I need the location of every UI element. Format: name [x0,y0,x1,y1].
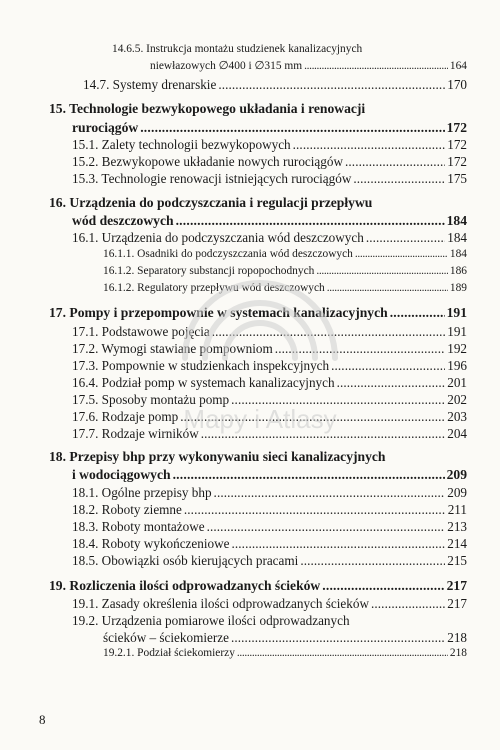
toc-entry-text: 15.3. Technologie renowacji istniejących rurociągów [72,171,352,186]
leader-dots [201,426,445,441]
toc-page-number: 202 [447,392,467,407]
leader-dots [176,213,445,229]
leader-dots [214,485,446,500]
leader-dots [173,467,445,483]
toc-entry-text: 18.1. Ogólne przepisy bhp [72,485,212,500]
toc-page-number: 218 [447,630,467,645]
toc-page-number: 172 [447,137,467,152]
leader-dots [366,230,445,245]
toc-entry-text: 14.7. Systemy drenarskie [83,77,217,92]
leader-dots [237,647,448,660]
toc-page-number: 172 [447,154,467,169]
toc-page-number: 191 [446,305,467,320]
toc-page-number: 217 [446,578,467,593]
toc-page-number: 201 [447,375,467,390]
toc-entry[interactable] [72,596,467,611]
toc-entry[interactable] [72,502,467,517]
toc-entry[interactable] [72,324,467,339]
toc-entry[interactable] [72,426,467,441]
toc-entry[interactable] [72,375,467,390]
toc-entry[interactable] [83,77,467,92]
toc-entry-text: 15.2. Bezwykopowe układanie nowych rurociągów [72,154,344,169]
leader-dots [293,137,446,152]
toc-entry[interactable] [103,630,467,645]
leader-dots [304,60,448,73]
toc-entry-text: 16.1. Urządzenia do podczyszczania wód deszczowych [72,230,364,245]
toc-page-number: 204 [447,426,467,441]
toc-entry[interactable] [72,536,467,551]
toc-page-number: 196 [447,358,467,373]
toc-entry[interactable] [72,485,467,500]
leader-dots [322,578,444,594]
toc-entry-text: 18.5. Obowiązki osób kierujących pracami [72,553,299,568]
toc-entry[interactable] [72,171,467,186]
toc-entry-text: 19. Rozliczenia ilości odprowadzanych ścieków [49,578,321,593]
toc-entry-text: 18.4. Roboty wykończeniowe [72,536,230,551]
toc-entry-text: 19.2. Urządzenia pomiarowe ilości odprowadzanych [72,613,350,628]
leader-dots [327,282,448,295]
leader-dots [275,341,445,356]
leader-dots [355,248,448,261]
toc-entry[interactable] [72,358,467,373]
toc-entry[interactable] [72,230,467,245]
toc-entry[interactable] [72,341,467,356]
toc-page-number: 209 [446,467,467,482]
chapter-heading: 15. Technologie bezwykopowego układania i renowacji [49,101,366,116]
toc-entry-text: ścieków – ściekomierze [103,630,229,645]
toc-entry-text: 15.1. Zalety technologii bezwykopowych [72,137,291,152]
toc-entry-text: 17.2. Wymogi stawiane pompowniom [72,341,273,356]
toc-entry[interactable] [103,647,467,660]
toc-entry[interactable] [150,60,467,73]
toc-entry[interactable] [103,282,467,295]
leader-dots [337,375,446,390]
chapter-entry[interactable] [72,120,467,136]
toc-entry-text: 16.1.1. Osadniki do podczyszczania wód deszczowych [103,248,353,260]
leader-dots [140,120,444,136]
toc-page-number: 191 [447,324,467,339]
toc-page-number: 218 [449,647,467,659]
toc-page-number: 213 [447,519,467,534]
toc-entry-text: 18.3. Roboty montażowe [72,519,205,534]
toc-entry-text: 16.4. Podział pomp w systemach kanalizacyjnych [72,375,335,390]
toc-page-number: 214 [447,536,467,551]
toc-entry-text: 17.3. Pompownie w studzienkach inspekcyjnych [72,358,330,373]
toc-page-number: 170 [447,77,467,92]
toc-entry[interactable] [72,409,467,424]
toc-page-number: 175 [447,171,467,186]
toc-page-number: 203 [447,409,467,424]
leader-dots [316,265,448,278]
toc-entry-text: 19.2.1. Podział ściekomierzy [103,647,235,659]
leader-dots [345,154,445,169]
leader-dots [353,171,445,186]
watermark-text: Mapy i Atlasy [183,404,337,434]
toc-entry[interactable] [103,265,467,278]
toc-entry[interactable] [72,392,467,407]
toc-page-number: 164 [449,60,467,72]
leader-dots [231,392,445,407]
page-number: 8 [39,712,46,727]
leader-dots [231,630,445,645]
toc-entry-text: wód deszczowych [72,213,174,228]
toc-entry-text: i wodociągowych [72,467,171,482]
leader-dots [390,305,445,321]
toc-entry-text: niewłazowych ∅400 i ∅315 mm [150,60,303,72]
toc-entry[interactable] [72,137,467,152]
leader-dots [300,553,445,568]
toc-entry-text: 17.6. Rodzaje pomp [72,409,179,424]
toc-page-number: 184 [446,213,467,228]
toc-page-number: 211 [447,502,467,517]
toc-page-number: 172 [446,120,467,135]
toc-entry-text: 19.1. Zasady określenia ilości odprowadzanych ścieków [72,596,369,611]
toc-entry-text: 17.7. Rodzaje wirników [72,426,199,441]
toc-page-number: 189 [449,282,467,294]
toc-page-number: 192 [447,341,467,356]
leader-dots [207,519,446,534]
chapter-heading: 16. Urządzenia do podczyszczania i regulacji przepływu [49,195,373,210]
toc-page-number: 209 [447,485,467,500]
toc-page-number: 217 [447,596,467,611]
chapter-entry[interactable] [49,578,467,594]
toc-page-number: 184 [449,248,467,260]
toc-page-number: 215 [447,553,467,568]
toc-entry-text: 16.1.2. Separatory substancji ropopochodnych [103,265,315,277]
toc-entry-text: 14.6.5. Instrukcja montażu studzienek kanalizacyjnych [112,43,363,55]
toc-page-number: 184 [447,230,467,245]
toc-entry-text: 16.1.2. Regulatory przepływu wód deszczowych [103,282,325,294]
toc-entry[interactable] [72,154,467,169]
leader-dots [232,536,446,551]
toc-entry-text: 17. Pompy i przepompownie w systemach kanalizacyjnych [49,305,388,320]
chapter-entry[interactable] [72,213,467,229]
toc-entry[interactable] [72,519,467,534]
leader-dots [184,502,446,517]
toc-entry-text: 17.1. Podstawowe pojęcia [72,324,210,339]
toc-entry-text: 17.5. Sposoby montażu pomp [72,392,230,407]
chapter-heading: 18. Przepisy bhp przy wykonywaniu sieci kanalizacyjnych [49,449,386,464]
chapter-entry[interactable] [49,305,467,321]
leader-dots [331,358,445,373]
leader-dots [212,324,446,339]
toc-entry[interactable] [103,248,467,261]
toc-entry-text: rurociągów [72,120,139,135]
leader-dots [180,409,445,424]
toc-entry-text: 18.2. Roboty ziemne [72,502,182,517]
leader-dots [371,596,445,611]
leader-dots [218,77,445,92]
chapter-entry[interactable] [72,467,467,483]
toc-entry[interactable] [72,553,467,568]
toc-page-number: 186 [449,265,467,277]
